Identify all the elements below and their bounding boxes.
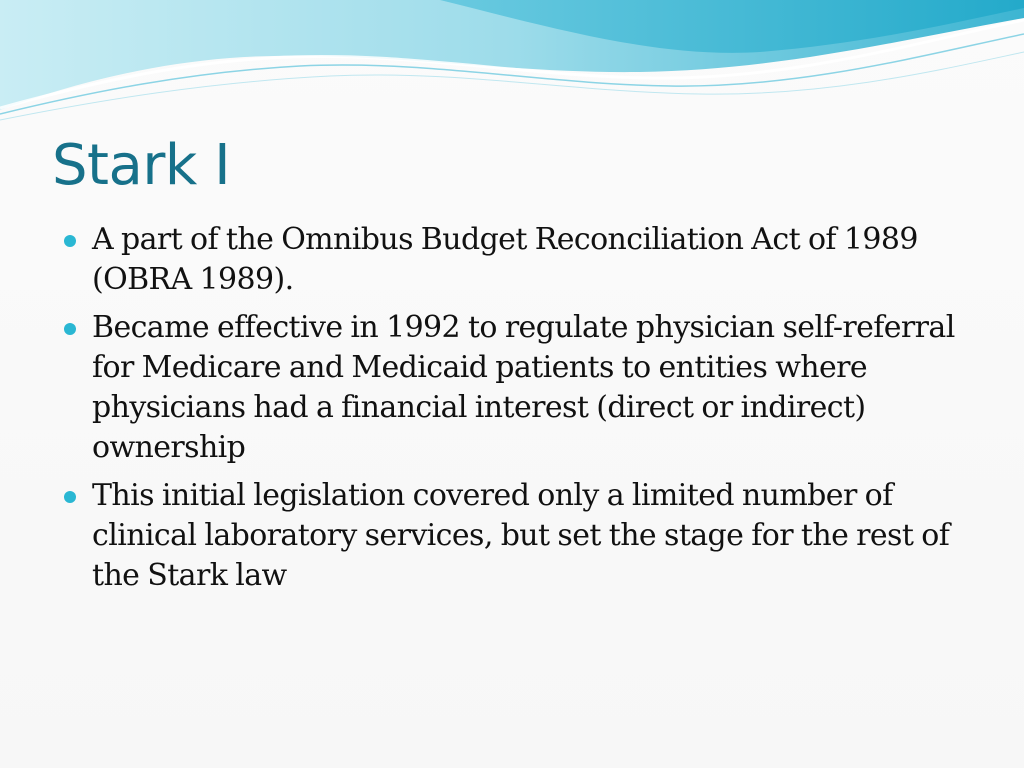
wave-decoration <box>0 0 1024 130</box>
bullet-text: Became effective in 1992 to regulate physician self-referral for Medicare and Medicaid patients to entities where physicians had a financial interest (direct or indirect) ownership <box>92 310 955 465</box>
bullet-item <box>62 476 982 596</box>
bullet-dot-icon <box>64 491 76 503</box>
bullet-dot-icon <box>64 235 76 247</box>
bullet-dot-icon <box>64 323 76 335</box>
bullet-item <box>62 308 982 468</box>
bullet-text: A part of the Omnibus Budget Reconciliation Act of 1989 (OBRA 1989). <box>92 222 918 297</box>
bullet-item <box>62 220 982 300</box>
bullet-text: This initial legislation covered only a limited number of clinical laboratory services, but set the stage for the rest of the Stark law <box>92 478 950 593</box>
bullet-list <box>62 220 982 604</box>
slide-title: Stark I <box>52 133 231 198</box>
